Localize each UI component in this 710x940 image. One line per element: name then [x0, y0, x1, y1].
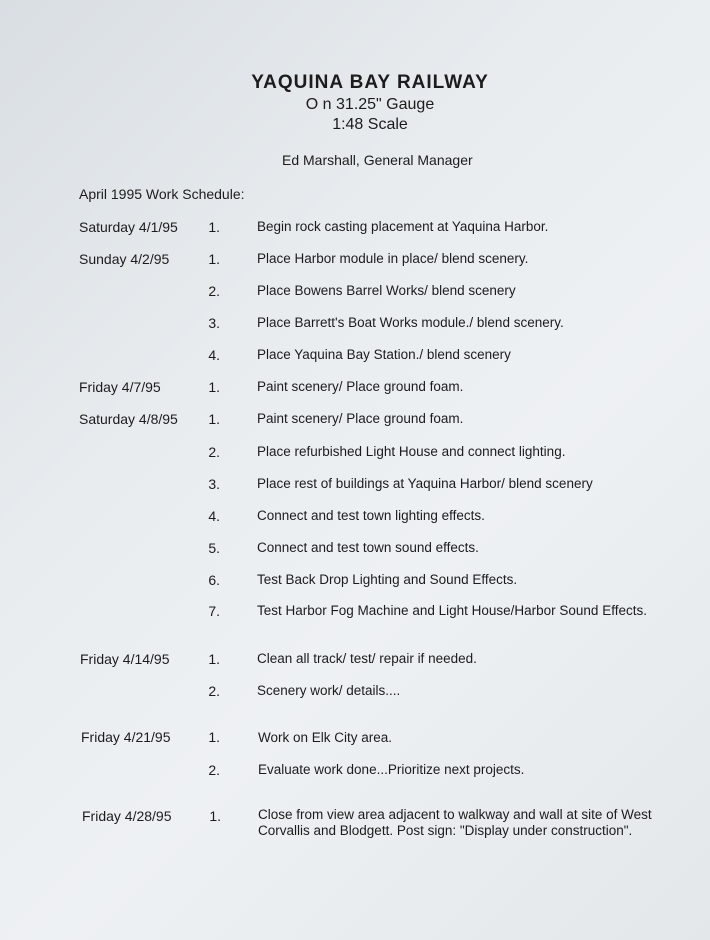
task-number: 7.: [208, 603, 220, 619]
task-number: 1.: [208, 251, 220, 267]
schedule-day: Friday 4/21/95: [81, 729, 171, 745]
task-text: Connect and test town lighting effects.: [257, 508, 485, 523]
task-text: Place rest of buildings at Yaquina Harbor/ blend scenery: [257, 476, 593, 491]
task-number: 4.: [208, 508, 220, 524]
schedule-day: Friday 4/28/95: [82, 808, 172, 824]
task-text: Place Barrett's Boat Works module./ blend scenery.: [257, 315, 564, 330]
task-number: 2.: [208, 683, 220, 699]
task-number: 2.: [208, 762, 220, 778]
task-number: 1.: [208, 219, 220, 235]
gauge-line: O n 31.25" Gauge: [305, 96, 435, 113]
schedule-day: Saturday 4/1/95: [79, 219, 178, 235]
schedule-day: Saturday 4/8/95: [79, 411, 178, 427]
task-text: Test Back Drop Lighting and Sound Effects.: [257, 572, 518, 587]
schedule-day: Friday 4/7/95: [79, 379, 161, 395]
task-text: Paint scenery/ Place ground foam.: [257, 411, 464, 426]
task-text: Begin rock casting placement at Yaquina Harbor.: [257, 219, 549, 234]
scale-line: 1:48 Scale: [332, 116, 408, 133]
task-number: 1.: [209, 808, 221, 824]
task-text: Paint scenery/ Place ground foam.: [257, 379, 464, 394]
task-text: Clean all track/ test/ repair if needed.: [257, 651, 477, 666]
task-number: 3.: [208, 476, 220, 492]
schedule-day: Sunday 4/2/95: [79, 251, 170, 267]
task-text: Close from view area adjacent to walkway and wall at site of West Corvallis and Blodgett. Post sign: "Display under construction".: [258, 807, 652, 838]
task-number: 4.: [208, 347, 220, 363]
task-text: Place Harbor module in place/ blend scenery.: [257, 251, 529, 266]
task-text: Place refurbished Light House and connect lighting.: [257, 444, 566, 459]
task-text: Work on Elk City area.: [258, 730, 393, 745]
task-number: 1.: [208, 411, 220, 427]
task-text: Scenery work/ details....: [257, 683, 401, 698]
general-manager: Ed Marshall, General Manager: [282, 152, 473, 168]
task-number: 1.: [208, 729, 220, 745]
schedule-day: Friday 4/14/95: [80, 651, 170, 667]
task-number: 2.: [208, 444, 220, 460]
task-text: Place Bowens Barrel Works/ blend scenery: [257, 283, 516, 298]
task-text: Connect and test town sound effects.: [257, 540, 479, 555]
task-number: 1.: [208, 651, 220, 667]
task-number: 1.: [208, 379, 220, 395]
task-text: Test Harbor Fog Machine and Light House/Harbor Sound Effects.: [257, 603, 647, 618]
task-number: 3.: [208, 315, 220, 331]
task-text: Place Yaquina Bay Station./ blend scenery: [257, 347, 511, 362]
railway-title: YAQUINA BAY RAILWAY: [251, 72, 489, 93]
schedule-heading: April 1995 Work Schedule:: [79, 186, 245, 202]
task-number: 5.: [208, 540, 220, 556]
task-number: 2.: [208, 283, 220, 299]
task-number: 6.: [208, 572, 220, 588]
task-text: Evaluate work done...Prioritize next projects.: [258, 762, 525, 777]
